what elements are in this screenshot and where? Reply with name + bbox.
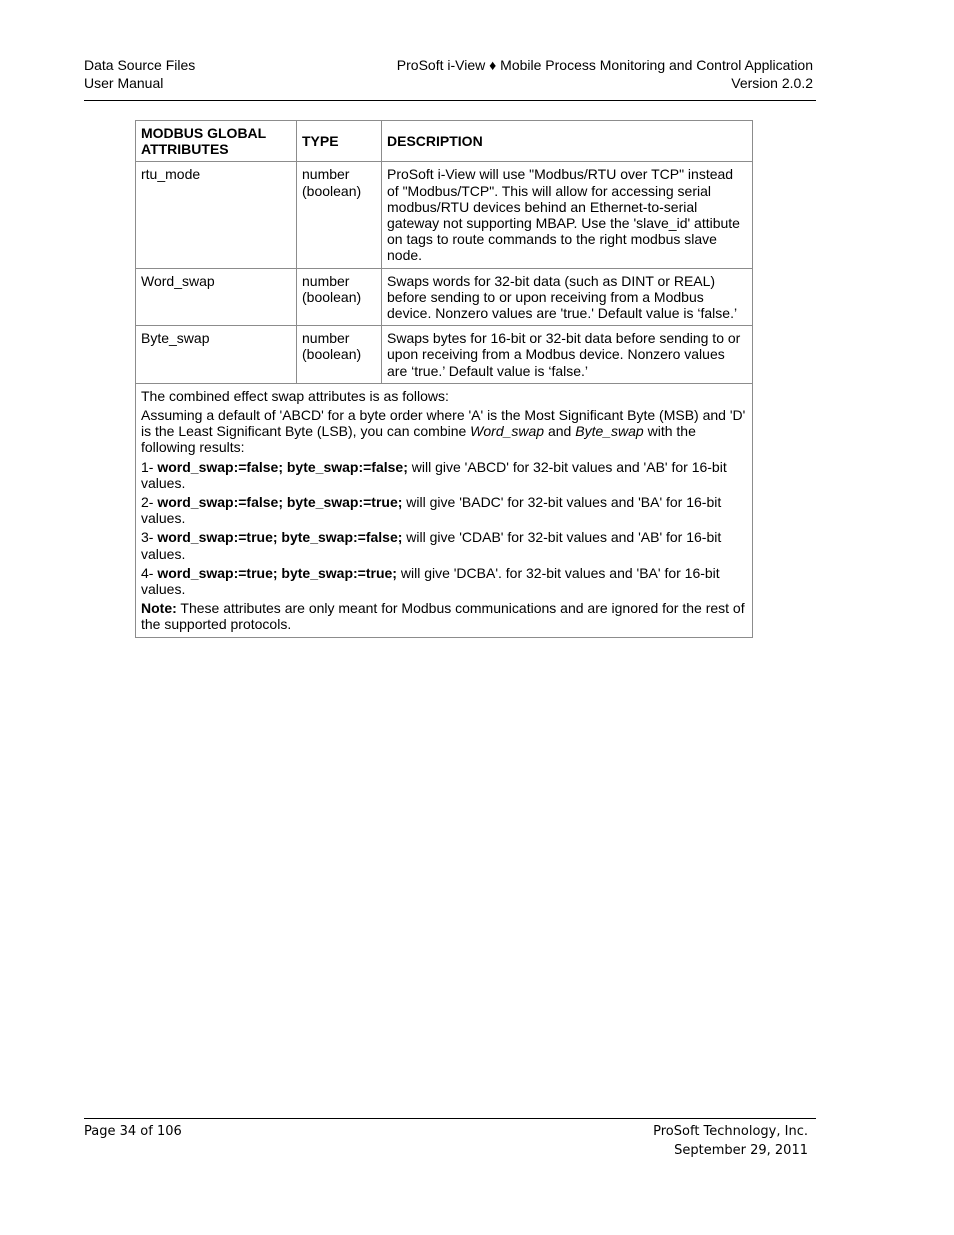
type-value: number (302, 272, 350, 289)
table-notes-row (136, 383, 753, 637)
page-number: Page 34 of 106 (84, 1124, 182, 1139)
result-item: 1- word_swap:=false; byte_swap:=false; will give 'ABCD' for 32-bit values and 'AB' for 16-bit values. (141, 458, 727, 491)
header-description: DESCRIPTION (382, 121, 753, 162)
swap-notes (136, 383, 753, 637)
header-right (397, 56, 813, 92)
swap-combination: word_swap:=true; byte_swap:=true; (157, 564, 397, 581)
type-value: number (302, 166, 350, 183)
footer-divider (84, 1118, 816, 1119)
result-item: 2- word_swap:=false; byte_swap:=true; will give 'BADC' for 32-bit values and 'BA' for 16-bit values. (141, 494, 722, 527)
product-title: ProSoft i-View ♦ Mobile Process Monitoring and Control Application (396, 57, 813, 73)
type-subtype: (boolean) (302, 182, 362, 199)
byte-swap-term: Byte_swap (575, 423, 644, 440)
attribute-name: Byte_swap (136, 326, 297, 384)
attribute-description: Swaps words for 32-bit data (such as DINT or REAL) before sending to or upon receiving from a Modbus device. Nonzero values are 'true.' Default value is ‘false.’ (382, 268, 753, 326)
type-subtype: (boolean) (302, 288, 362, 305)
result-item: 3- word_swap:=true; byte_swap:=false; will give 'CDAB' for 32-bit values and 'AB' for 16-bit values. (141, 529, 722, 562)
table-header-row (136, 121, 753, 162)
modbus-attributes-table (135, 120, 753, 638)
company-name: ProSoft Technology, Inc. (653, 1124, 808, 1139)
attribute-description: Swaps bytes for 16-bit or 32-bit data before sending to or upon receiving from a Modbus device. Nonzero values are ‘true.’ Default value is ‘false.’ (382, 326, 753, 384)
attribute-name: Word_swap (136, 268, 297, 326)
attribute-name: rtu_mode (136, 162, 297, 268)
table-row (136, 162, 753, 268)
attribute-description: ProSoft i-View will use "Modbus/RTU over TCP" instead of "Modbus/TCP". This will allow for accessing serial modbus/RTU devices behind an Ethernet-to-serial gateway not supporting MBAP. Use the 'slave_id' attibute on tags to route commands to the right modbus slave node. (382, 162, 753, 268)
publish-date: September 29, 2011 (674, 1143, 808, 1158)
swap-combination: word_swap:=false; byte_swap:=true; (157, 494, 403, 511)
header-divider (84, 100, 816, 101)
word-swap-term: Word_swap (470, 423, 545, 440)
result-item: 4- word_swap:=true; byte_swap:=true; will give 'DCBA'. for 32-bit values and 'BA' for 16-bit values. (141, 564, 720, 598)
section-title: Data Source Files (84, 57, 196, 73)
footer-right (653, 1122, 808, 1160)
attribute-type (297, 268, 382, 326)
notes-assumption: Assuming a default of 'ABCD' for a byte order where 'A' is the Most Significant Byte (MSB) and 'D' is the Least Significant Byte (LSB), you can combine Word_swap and Byte_swap with the following results: (141, 407, 746, 456)
note-paragraph: Note: These attributes are only meant for Modbus communications and are ignored for the rest of the supported protocols. (141, 600, 745, 633)
swap-combination: word_swap:=true; byte_swap:=false; (157, 529, 403, 546)
notes-intro: The combined effect swap attributes is as follows: (141, 387, 449, 404)
table-row (136, 326, 753, 384)
header-left (84, 56, 195, 92)
header-attributes: MODBUS GLOBAL ATTRIBUTES (136, 121, 297, 162)
attribute-type (297, 162, 382, 268)
type-value: number (302, 330, 350, 347)
table-row (136, 268, 753, 326)
note-label: Note: (141, 600, 177, 617)
version-label: Version 2.0.2 (731, 75, 813, 91)
attribute-type (297, 326, 382, 384)
type-subtype: (boolean) (302, 346, 362, 363)
swap-combination: word_swap:=false; byte_swap:=false; (157, 458, 408, 475)
header-type: TYPE (297, 121, 382, 162)
manual-title: User Manual (84, 75, 164, 91)
